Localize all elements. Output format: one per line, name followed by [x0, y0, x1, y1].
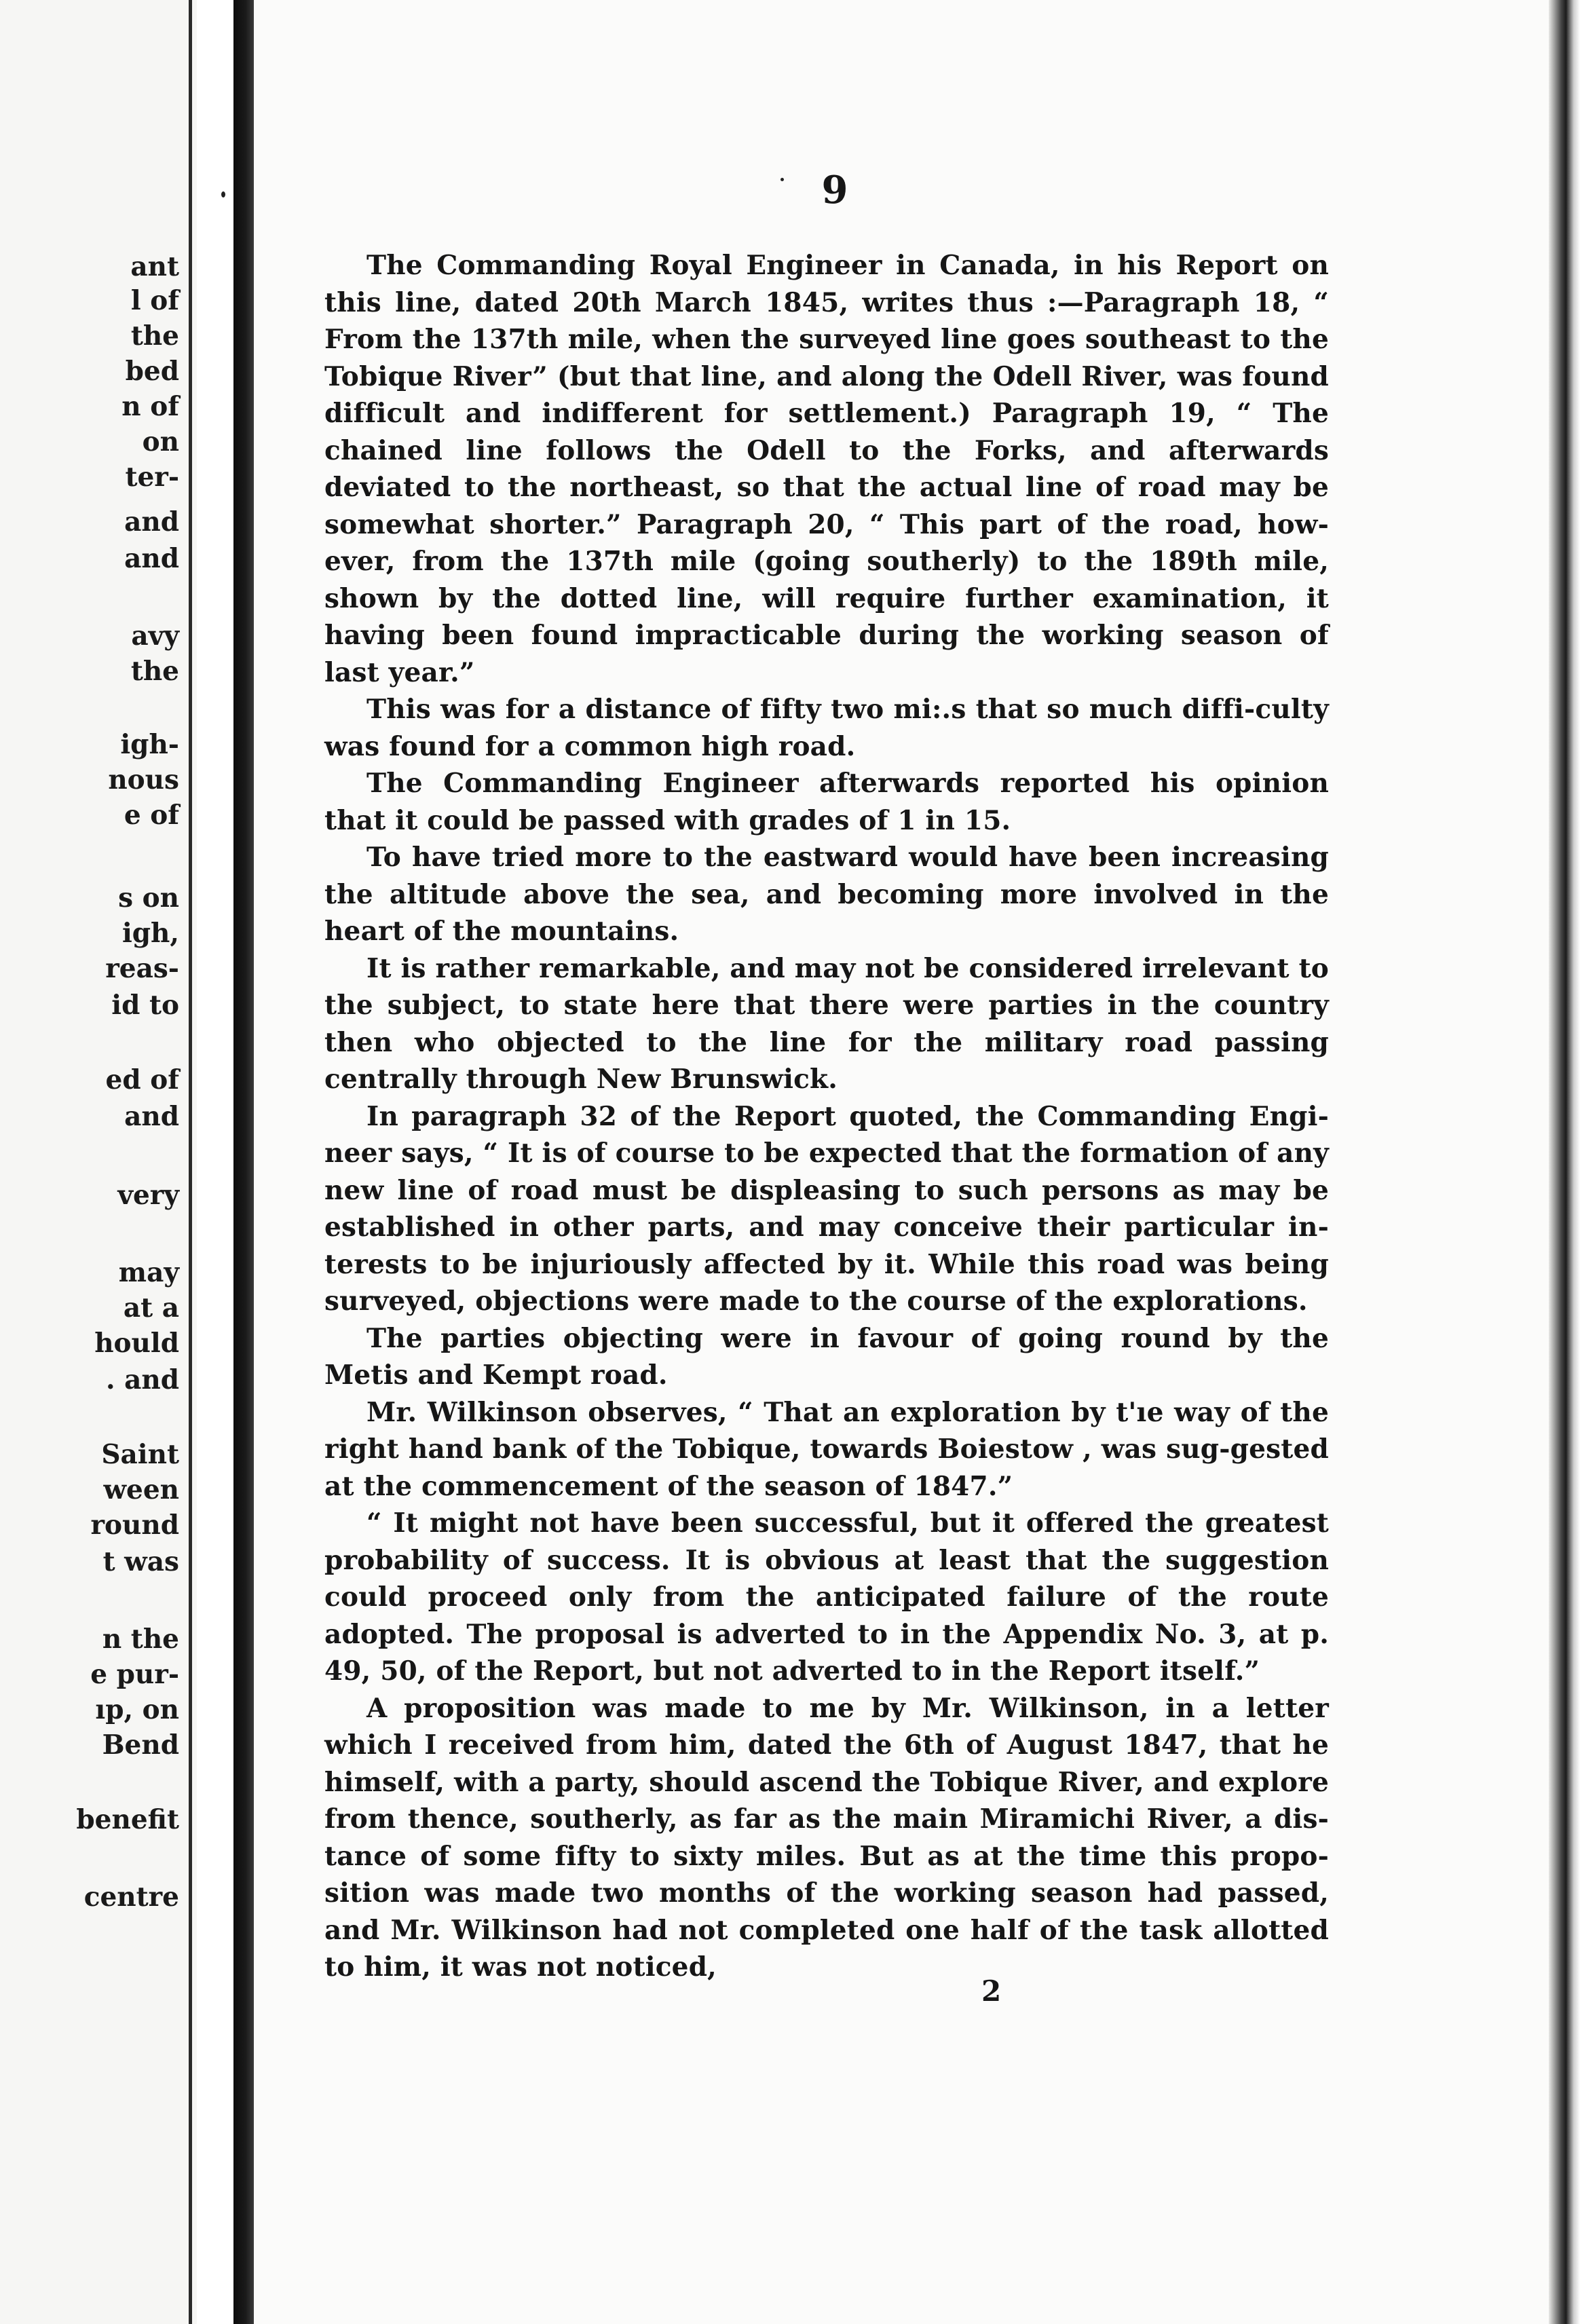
left-page-text-fragment: the: [130, 656, 179, 687]
left-page-text-fragment: nous: [108, 764, 179, 795]
left-page-text-fragment: may: [118, 1257, 179, 1288]
left-page-text-fragment: hould: [94, 1328, 179, 1359]
left-page-text-fragment: ween: [103, 1474, 179, 1505]
left-page-text-fragment: and: [124, 1101, 179, 1132]
left-page-text-fragment: the: [130, 320, 179, 352]
ink-speck: [780, 178, 784, 181]
left-facing-page: [0, 0, 197, 2324]
left-page-text-fragment: and: [124, 506, 179, 538]
left-page-text-fragment: bed: [125, 356, 179, 387]
left-page-text-fragment: and: [124, 543, 179, 574]
left-page-text-fragment: t was: [102, 1546, 179, 1577]
left-page-text-fragment: at a: [123, 1292, 179, 1324]
paragraph: It is rather remarkable, and may not be considered irrelevant to the subject, to state here that there were parties in the country then who objected to the line for the military road passing centrally through New Brunswick.: [324, 952, 1329, 1095]
body-text: [324, 247, 1329, 1986]
left-page-text-fragment: l of: [130, 285, 179, 316]
left-page-text-fragment: benefit: [76, 1804, 179, 1835]
page-number: 9: [821, 168, 848, 212]
left-page-text-fragment: round: [90, 1510, 179, 1541]
left-page-text-fragment: n the: [102, 1624, 179, 1655]
left-page-gutter-line: [189, 0, 192, 2324]
left-page-text-fragment: igh-: [120, 729, 179, 760]
left-page-text-fragment: ant: [130, 251, 179, 282]
left-page-text-fragment: . and: [105, 1364, 179, 1395]
left-page-text-fragment: centre: [83, 1881, 179, 1913]
left-page-text-fragment: n of: [121, 391, 179, 422]
paragraph: The parties objecting were in favour of going round by the Metis and Kempt road.: [324, 1322, 1329, 1391]
left-page-text-fragment: s on: [118, 882, 179, 914]
paragraph: In paragraph 32 of the Report quoted, the Commanding Engi-neer says, “ It is of course to be expected that the formation of any new line of road must be displeasing to such persons as may be established in other parts, and may conceive their particular in-terests to be injuriously affected by it. While this road was being surveyed, objections were made to the course of the explorations.: [324, 1100, 1329, 1317]
signature-mark: 2: [981, 1974, 1002, 2008]
ink-speck: [221, 191, 225, 198]
paragraph: The Commanding Engineer afterwards reported his opinion that it could be passed with grades of 1 in 15.: [324, 768, 1329, 836]
paragraph: The Commanding Royal Engineer in Canada, in his Report on this line, dated 20th March 1845, writes thus :—Paragraph 18, “ From the 137th mile, when the surveyed line goes southeast to the Tobique River” (but that line, and along the Odell River, was found difficult and indifferent for settlement.) Paragraph 19, “ The chained line follows the Odell to the Forks, and afterwards deviated to the northeast, so that the actual line of road may be somewhat shorter.” Paragraph 20, “ This part of the road, how-ever, from the 137th mile (going southerly) to the 189th mile, shown by the dotted line, will require further examination, it having been found impracticable during the working season of last year.”: [324, 250, 1329, 688]
book-spine: [233, 0, 254, 2324]
left-page-text-fragment: on: [142, 426, 179, 457]
left-page-text-fragment: e of: [124, 800, 179, 831]
left-page-text-fragment: Bend: [102, 1729, 179, 1761]
paragraph: A proposition was made to me by Mr. Wilkinson, in a letter which I received from him, dated the 6th of August 1847, that he himself, with a party, should ascend the Tobique River, and explore from thence, southerly, as far as the main Miramichi River, a dis-tance of some fifty to sixty miles. But as at the time this propo-sition was made two months of the working season had passed, and Mr. Wilkinson had not completed one half of the task allotted to him, it was not noticed,: [324, 1692, 1329, 1983]
paragraph: “ It might not have been successful, but it offered the greatest probability of success. It is obvious at least that the suggestion could proceed only from the anticipated failure of the route adopted. The proposal is adverted to in the Appendix No. 3, at p. 49, 50, of the Report, but not adverted to in the Report itself.”: [324, 1507, 1329, 1687]
left-page-text-fragment: ed of: [105, 1064, 179, 1095]
paragraph: Mr. Wilkinson observes, “ That an exploration by t'ıe way of the right hand bank of the Tobique, towards Boiestow , was sug-gested at the commencement of the season of 1847.”: [324, 1396, 1329, 1502]
left-page-text-fragment: reas-: [105, 953, 179, 984]
left-page-text-fragment: e pur-: [90, 1659, 179, 1690]
left-page-text-fragment: ıp, on: [95, 1694, 179, 1725]
left-page-text-fragment: ter-: [125, 462, 179, 493]
paragraph: This was for a distance of fifty two mi:.s that so much diffi-culty was found for a common high road.: [324, 694, 1329, 762]
left-page-text-fragment: Saint: [101, 1439, 179, 1470]
left-page-text-fragment: id to: [111, 990, 179, 1021]
left-page-text-fragment: avy: [131, 620, 179, 652]
left-page-text-fragment: igh,: [121, 918, 179, 949]
right-page-edge: [1549, 0, 1580, 2324]
left-page-text-fragment: very: [117, 1180, 179, 1211]
paragraph: To have tried more to the eastward would have been increasing the altitude above the sea, and becoming more involved in the heart of the mountains.: [324, 842, 1329, 947]
